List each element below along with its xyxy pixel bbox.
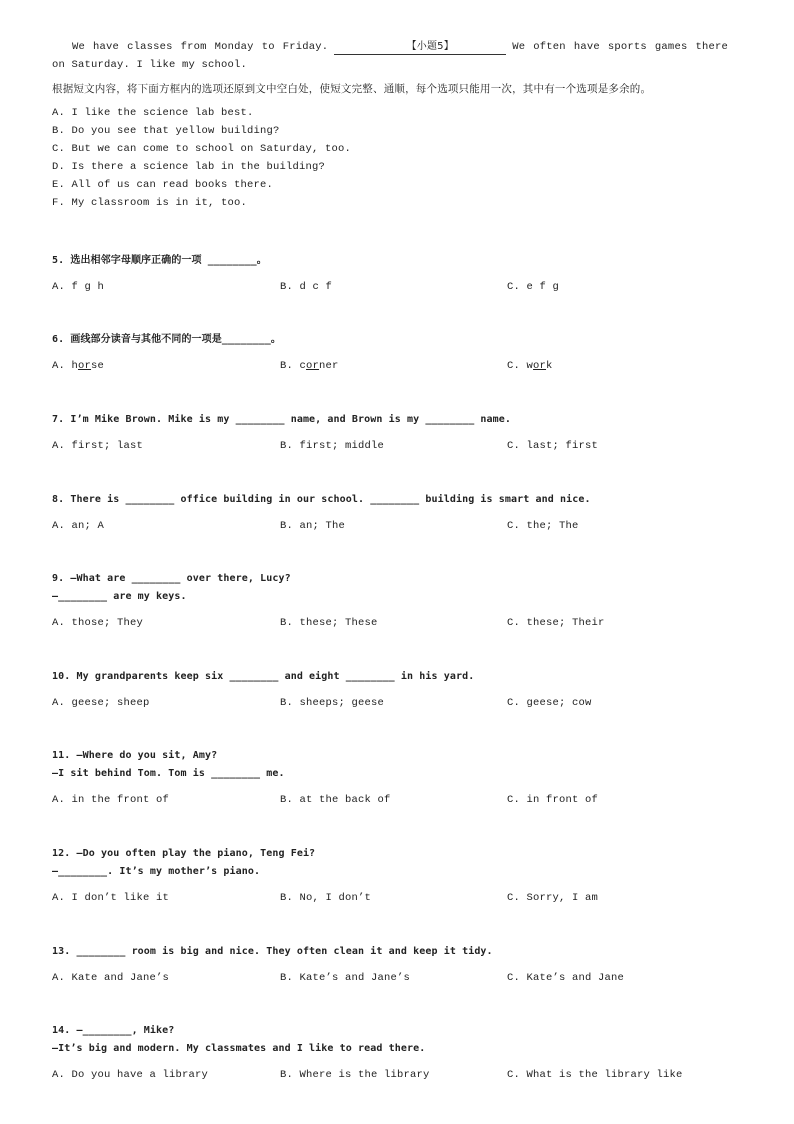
option-item-e: E. All of us can read books there.: [52, 179, 274, 191]
choice-text: C. Kate’s and Jane: [507, 972, 625, 984]
question-block: [52, 570, 752, 632]
passage-text-before: We have classes from Monday to Friday.: [72, 41, 329, 53]
question-stem-line: —It’s big and modern. My classmates and I like to read there.: [52, 1043, 426, 1054]
choice-text: A. those; They: [52, 617, 144, 629]
choice-text: A. first; last: [52, 440, 144, 452]
option-item-f: F. My classroom is in it, too.: [52, 197, 248, 209]
choice-a[interactable]: [52, 278, 104, 296]
choice-text-end: se: [91, 360, 105, 372]
choice-text: C. geese; cow: [507, 697, 592, 709]
choice-text: B. d c f: [280, 281, 333, 293]
choice-text: C. e f g: [507, 281, 560, 293]
choice-a[interactable]: [52, 357, 104, 375]
answer-choices: [52, 278, 752, 296]
question-stem-line: —________ are my keys.: [52, 591, 187, 602]
choice-text: C. w: [507, 360, 534, 372]
choice-c[interactable]: [507, 694, 592, 712]
answer-choices: [52, 791, 752, 809]
question-stem-line: —I sit behind Tom. Tom is ________ me.: [52, 768, 285, 779]
choice-text: B. Kate’s and Jane’s: [280, 972, 411, 984]
choice-text: A. in the front of: [52, 794, 170, 806]
choice-text: C. in front of: [507, 794, 599, 806]
choice-a[interactable]: [52, 889, 169, 907]
choice-text: A. Do you have a library: [52, 1069, 209, 1081]
choice-b[interactable]: [280, 1066, 430, 1084]
choice-b[interactable]: [280, 357, 339, 375]
question-block: [52, 845, 752, 907]
choice-c[interactable]: [507, 969, 624, 987]
choice-text: A. h: [52, 360, 79, 372]
question-block: [52, 411, 752, 455]
choice-c[interactable]: [507, 889, 598, 907]
question-stem-line: 8. There is ________ office building in our school. ________ building is smart and nice.: [52, 494, 591, 505]
question-block: [52, 252, 752, 296]
answer-choices: [52, 437, 752, 455]
choice-b[interactable]: [280, 517, 345, 535]
underlined-letters: or: [306, 360, 320, 372]
choice-a[interactable]: [52, 517, 104, 535]
choice-text: B. first; middle: [280, 440, 385, 452]
choice-text: A. an; A: [52, 520, 105, 532]
choice-b[interactable]: [280, 969, 410, 987]
underlined-letters: or: [533, 360, 547, 372]
question-block: [52, 668, 752, 712]
choice-a[interactable]: [52, 969, 169, 987]
question-block: [52, 747, 752, 809]
option-item-d: D. Is there a science lab in the building?: [52, 161, 326, 173]
choice-text: B. at the back of: [280, 794, 391, 806]
choice-c[interactable]: [507, 517, 579, 535]
answer-choices: [52, 1066, 752, 1084]
question-block: [52, 1022, 752, 1084]
reading-passage-section: [52, 38, 728, 212]
option-item-a: A. I like the science lab best.: [52, 107, 254, 119]
question-stem-line: 9. —What are ________ over there, Lucy?: [52, 573, 291, 584]
choice-b[interactable]: [280, 694, 384, 712]
answer-choices: [52, 969, 752, 987]
choice-b[interactable]: [280, 437, 384, 455]
choice-text: B. an; The: [280, 520, 346, 532]
choice-text: C. the; The: [507, 520, 579, 532]
choice-c[interactable]: [507, 437, 598, 455]
choice-b[interactable]: [280, 614, 378, 632]
choice-c[interactable]: [507, 791, 598, 809]
question-block: [52, 331, 752, 375]
choice-a[interactable]: [52, 437, 143, 455]
passage-text-after: We often have sports games there on Saturday. I like my school.: [52, 41, 728, 71]
choice-b[interactable]: [280, 791, 391, 809]
question-stem-line: —________. It’s my mother’s piano.: [52, 866, 261, 877]
choice-text: A. f g h: [52, 281, 105, 293]
underlined-letters: or: [78, 360, 92, 372]
choice-text: A. Kate and Jane’s: [52, 972, 170, 984]
choice-text-end: ner: [319, 360, 339, 372]
choice-c[interactable]: [507, 614, 605, 632]
choice-text: C. last; first: [507, 440, 599, 452]
choice-text: B. Where is the library: [280, 1069, 430, 1081]
instruction-text: 根据短文内容，将下面方框内的选项还原到文中空白处，使短文完整、通顺，每个选项只能用一次，其中有一个选项是多余的。: [52, 83, 652, 95]
option-item-c: C. But we can come to school on Saturday, too.: [52, 143, 352, 155]
choice-a[interactable]: [52, 791, 169, 809]
question-stem-line: 7. I’m Mike Brown. Mike is my ________ name, and Brown is my ________ name.: [52, 414, 512, 425]
choice-text: C. What is the library like: [507, 1069, 683, 1081]
choice-c[interactable]: [507, 1066, 683, 1084]
choice-text: C. Sorry, I am: [507, 892, 599, 904]
question-stem-line: 11. —Where do you sit, Amy?: [52, 750, 218, 761]
answer-choices: [52, 357, 752, 375]
choice-b[interactable]: [280, 889, 371, 907]
answer-choices: [52, 614, 752, 632]
question-stem-line: 13. ________ room is big and nice. They often clean it and keep it tidy.: [52, 946, 493, 957]
question-stem-line: 14. —________, Mike?: [52, 1025, 175, 1036]
question-stem-line: 12. —Do you often play the piano, Teng Fei?: [52, 848, 316, 859]
question-stem-line: 10. My grandparents keep six ________ and eight ________ in his yard.: [52, 671, 475, 682]
choice-text: A. geese; sheep: [52, 697, 150, 709]
choice-text: A. I don’t like it: [52, 892, 170, 904]
question-stem-line: 5. 选出相邻字母顺序正确的一项 ________。: [52, 255, 267, 266]
option-item-b: B. Do you see that yellow building?: [52, 125, 280, 137]
choice-b[interactable]: [280, 278, 332, 296]
choice-a[interactable]: [52, 614, 143, 632]
choice-text: B. No, I don’t: [280, 892, 372, 904]
choice-c[interactable]: [507, 278, 559, 296]
answer-choices: [52, 517, 752, 535]
question-block: [52, 491, 752, 535]
choice-a[interactable]: [52, 1066, 208, 1084]
option-list: [52, 104, 728, 212]
choice-text: B. sheeps; geese: [280, 697, 385, 709]
passage-paragraph: [52, 38, 728, 74]
choice-a[interactable]: [52, 694, 150, 712]
answer-choices: [52, 694, 752, 712]
answer-choices: [52, 889, 752, 907]
choice-text: B. c: [280, 360, 307, 372]
choice-text: B. these; These: [280, 617, 378, 629]
choice-c[interactable]: [507, 357, 553, 375]
question-stem-line: 6. 画线部分读音与其他不同的一项是________。: [52, 334, 281, 345]
answer-blank-5[interactable]: 【小题5】: [334, 40, 506, 55]
choice-text: C. these; Their: [507, 617, 605, 629]
question-block: [52, 943, 752, 987]
choice-text-end: k: [546, 360, 553, 372]
